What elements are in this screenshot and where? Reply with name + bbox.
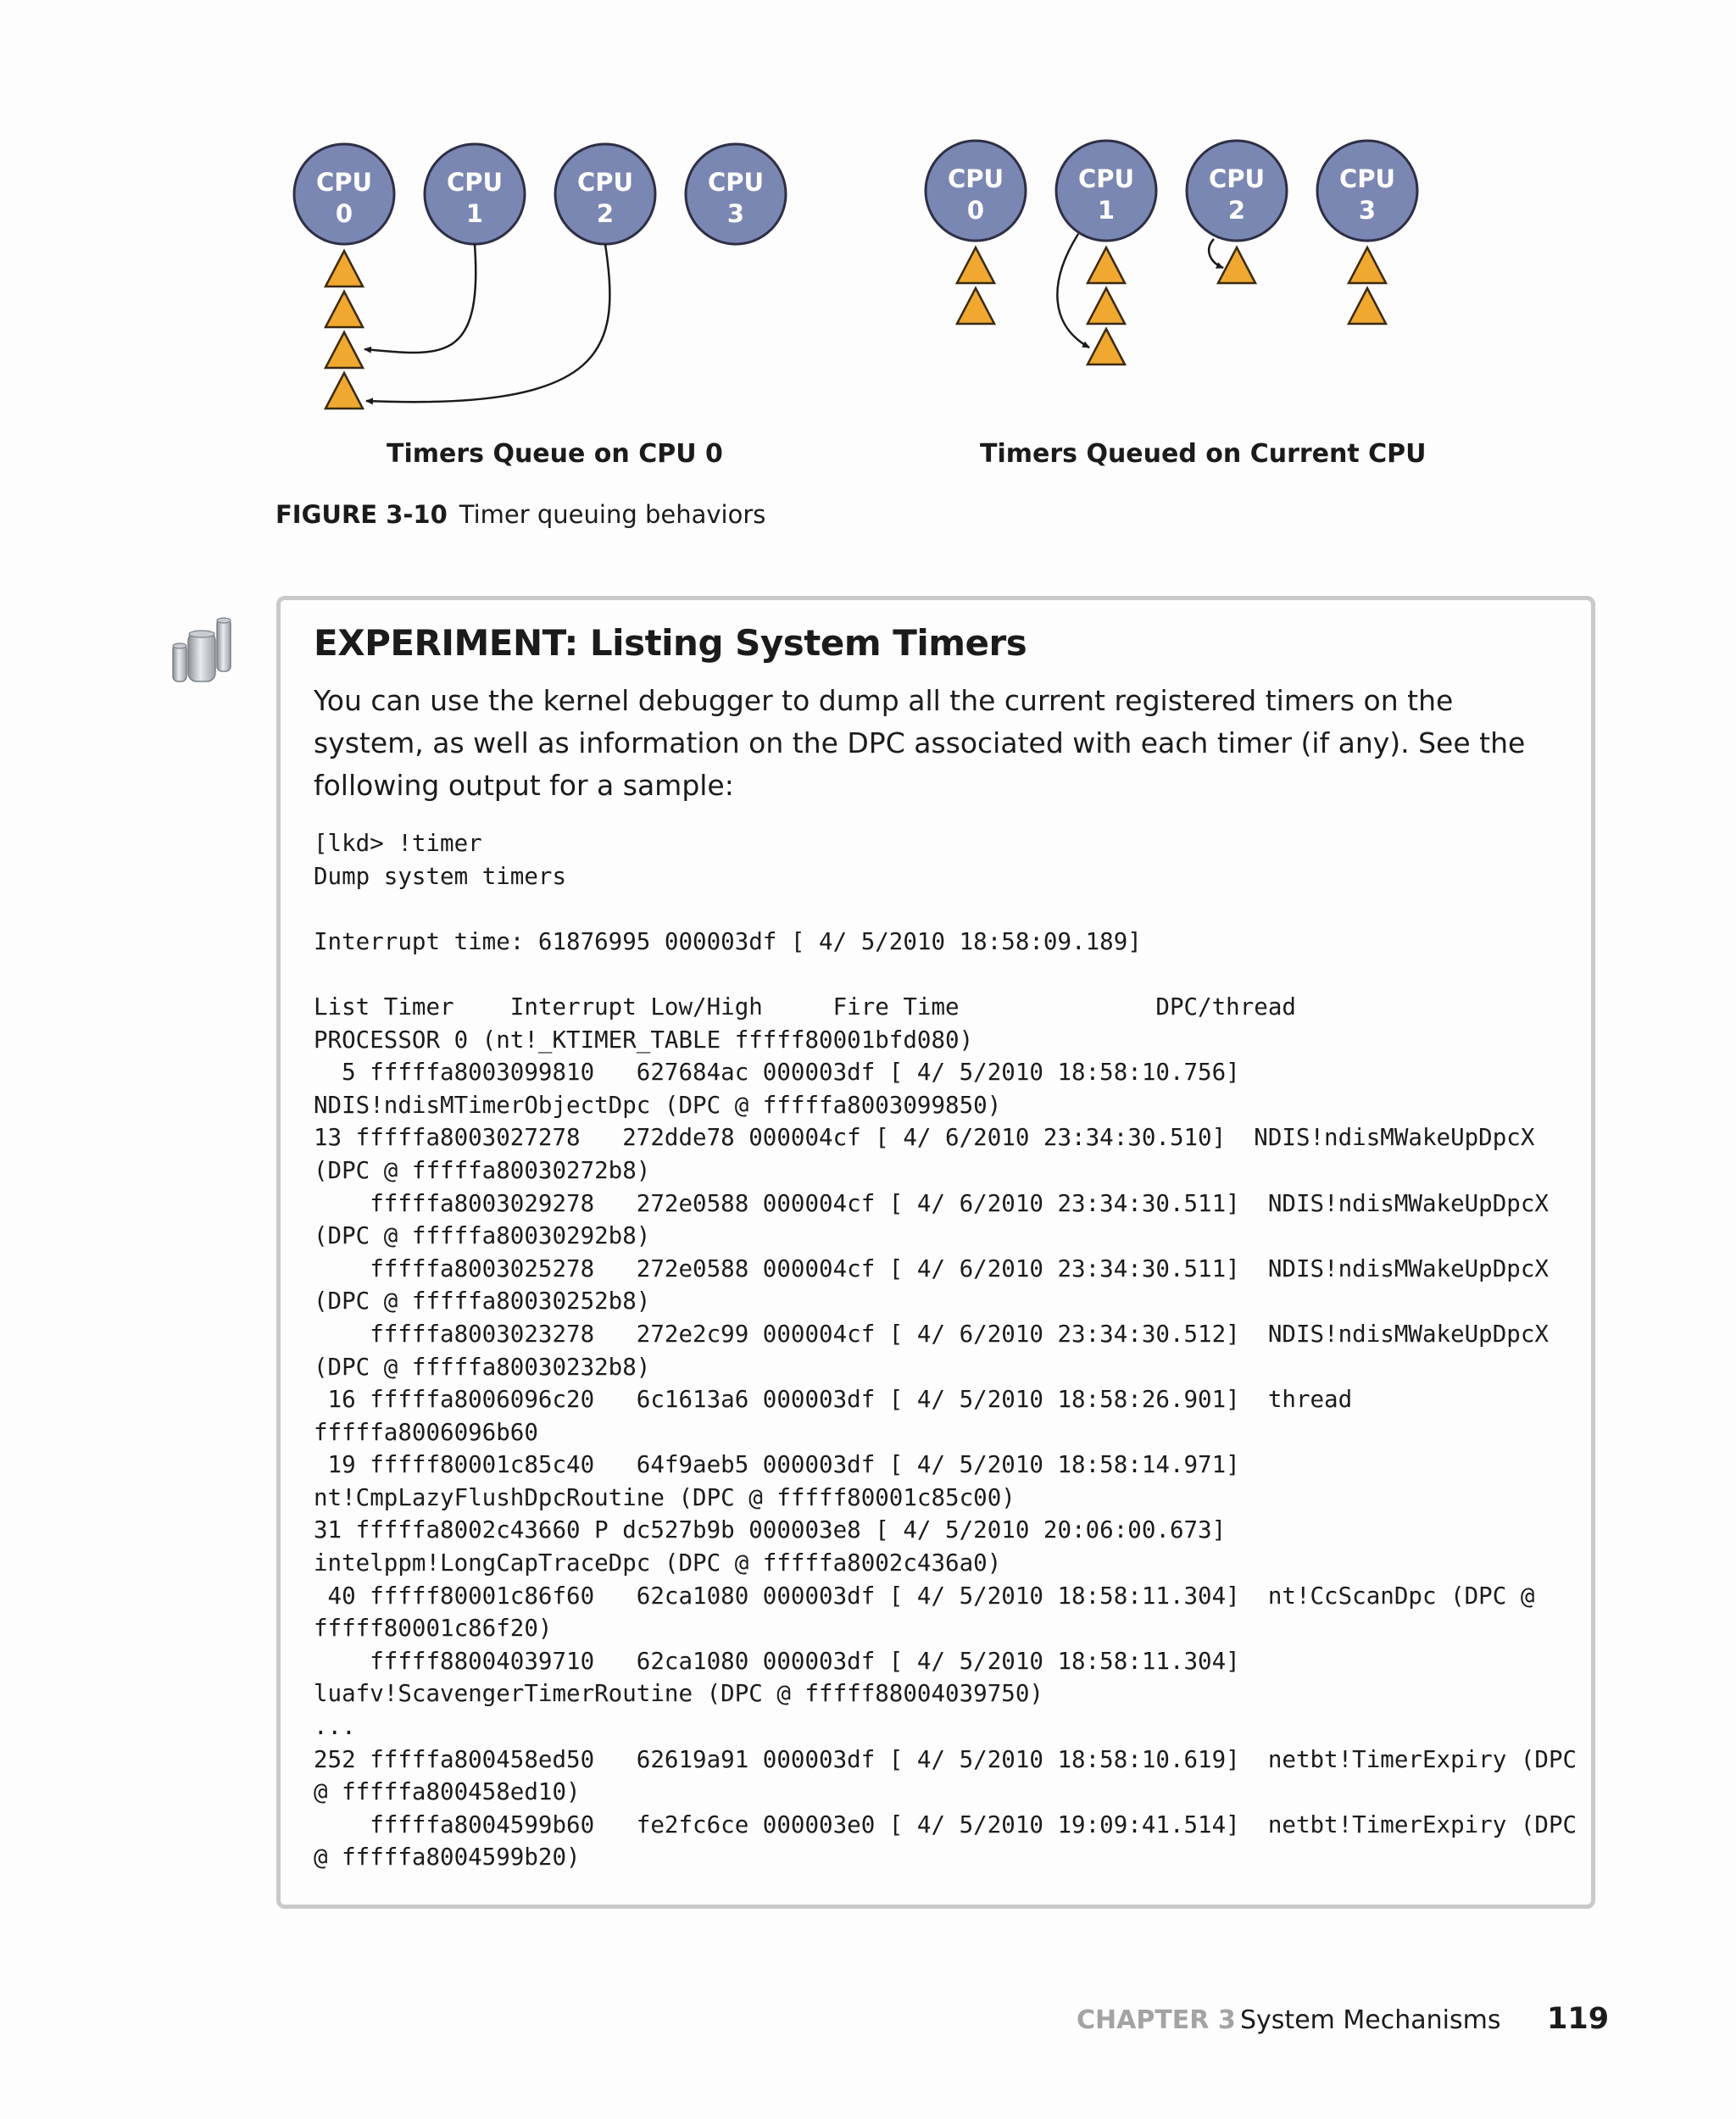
code-line	[314, 893, 1577, 926]
code-line: @ fffffa8004599b20)	[314, 1844, 581, 1872]
queue-arrow	[1057, 234, 1089, 348]
code-line: 16 fffffa8006096c20 6c1613a6 000003df [ 4/ 5/2010 18:58:26.901] thread	[314, 1386, 1353, 1414]
svg-text:CPU: CPU	[315, 168, 373, 197]
figure-caption	[275, 500, 765, 529]
code-line: 13 fffffa8003027278 272dde78 000004cf [ 4/ 6/2010 23:34:30.510] NDIS!ndisMWakeUpDpcX	[314, 1124, 1535, 1152]
code-line: luafv!ScavengerTimerRoutine (DPC @ fffff88004039750)	[314, 1680, 1043, 1708]
timer-triangle	[1088, 288, 1125, 324]
code-line: [lkd> !timer	[314, 830, 482, 857]
code-line: PROCESSOR 0 (nt!_KTIMER_TABLE fffff80001bfd080)	[314, 1026, 974, 1054]
svg-text:CPU: CPU	[1338, 164, 1396, 193]
svg-text:CPU: CPU	[1077, 164, 1135, 193]
timer-triangle	[326, 373, 363, 409]
code-line: (DPC @ fffffa80030272b8)	[314, 1156, 651, 1184]
code-line: nt!CmpLazyFlushDpcRoutine (DPC @ fffff80001c85c00)	[314, 1483, 1015, 1511]
timer-triangle	[1088, 247, 1125, 283]
timer-triangle	[1088, 329, 1125, 364]
footer-chapter-title: System Mechanisms	[1240, 2005, 1501, 2035]
code-line: List Timer Interrupt Low/High Fire Time DPC/thread	[314, 993, 1296, 1021]
footer-chapter-label: CHAPTER 3	[1077, 2005, 1236, 2035]
timer-triangle	[326, 292, 363, 327]
code-line: fffff80001c86f20)	[314, 1615, 553, 1643]
svg-text:0: 0	[335, 199, 353, 228]
queue-arrow	[366, 244, 609, 402]
code-line: intelppm!LongCapTraceDpc (DPC @ fffffa8002c436a0)	[314, 1549, 1002, 1577]
svg-text:CPU: CPU	[576, 168, 634, 197]
cpu-node	[1056, 141, 1156, 241]
left-diagram	[294, 144, 786, 409]
experiment-title: EXPERIMENT: Listing System Timers	[314, 622, 1027, 664]
timer-triangle	[1218, 247, 1255, 283]
cpu-node	[294, 144, 394, 244]
code-line: 19 fffff80001c85c40 64f9aeb5 000003df [ 4/ 5/2010 18:58:14.971]	[314, 1451, 1240, 1479]
figure-label: FIGURE 3-10	[275, 500, 448, 529]
timer-triangle	[326, 332, 363, 368]
code-line: fffffa8003023278 272e2c99 000004cf [ 4/ 6/2010 23:34:30.512] NDIS!ndisMWakeUpDpcX	[314, 1320, 1549, 1348]
code-line: fffffa8006096b60	[314, 1418, 538, 1446]
code-line: 5 fffffa8003099810 627684ac 000003df [ 4/ 5/2010 18:58:10.756]	[314, 1059, 1240, 1087]
cpu-node	[1317, 141, 1417, 241]
svg-text:CPU: CPU	[1208, 164, 1266, 193]
svg-text:3: 3	[1358, 196, 1377, 225]
lab-flasks-icon	[168, 612, 241, 690]
queue-arrow	[1209, 239, 1223, 268]
cpu-node	[425, 144, 525, 244]
right-diagram-caption: Timers Queued on Current CPU	[980, 439, 1427, 469]
code-line: (DPC @ fffffa80030292b8)	[314, 1222, 651, 1250]
svg-text:1: 1	[465, 199, 484, 228]
svg-text:3: 3	[726, 199, 745, 228]
code-line: 31 fffffa8002c43660 P dc527b9b 000003e8 [ 4/ 5/2010 20:06:00.673]	[314, 1516, 1227, 1544]
code-line: fffffa8004599b60 fe2fc6ce 000003e0 [ 4/ 5/2010 19:09:41.514] netbt!TimerExpiry (DPC	[314, 1810, 1577, 1838]
cpu-node	[926, 141, 1026, 241]
code-line	[314, 958, 1577, 991]
code-line: NDIS!ndisMTimerObjectDpc (DPC @ fffffa8003099850)	[314, 1091, 1002, 1119]
svg-text:0: 0	[966, 196, 985, 225]
code-line: ...	[314, 1713, 356, 1741]
code-line: fffff88004039710 62ca1080 000003df [ 4/ 5/2010 18:58:11.304]	[314, 1647, 1240, 1675]
code-line: fffffa8003025278 272e0588 000004cf [ 4/ 6/2010 23:34:30.511] NDIS!ndisMWakeUpDpcX	[314, 1254, 1549, 1282]
svg-text:CPU: CPU	[446, 168, 504, 197]
code-line: (DPC @ fffffa80030252b8)	[314, 1288, 651, 1315]
timer-triangle	[1349, 288, 1386, 324]
code-line: (DPC @ fffffa80030232b8)	[314, 1353, 651, 1381]
cpu-node	[555, 144, 655, 244]
code-line: Dump system timers	[314, 862, 567, 890]
page-number: 119	[1547, 2002, 1610, 2036]
cpu-node	[686, 144, 786, 244]
svg-text:CPU: CPU	[707, 168, 765, 197]
svg-text:2: 2	[1227, 196, 1246, 225]
figure-caption-text: Timer queuing behaviors	[459, 500, 766, 529]
code-line: fffffa8003029278 272e0588 000004cf [ 4/ 6/2010 23:34:30.511] NDIS!ndisMWakeUpDpcX	[314, 1189, 1549, 1217]
queue-arrow	[364, 244, 476, 353]
svg-text:1: 1	[1097, 196, 1116, 225]
left-diagram-caption: Timers Queue on CPU 0	[387, 439, 723, 469]
right-diagram	[926, 141, 1417, 364]
cpu-node	[1187, 141, 1287, 241]
timer-triangle	[957, 247, 994, 283]
code-line: @ fffffa800458ed10)	[314, 1778, 581, 1806]
svg-text:CPU: CPU	[947, 164, 1004, 193]
code-line: 40 fffff80001c86f60 62ca1080 000003df [ 4/ 5/2010 18:58:11.304] nt!CcScanDpc (DPC @	[314, 1582, 1535, 1610]
debugger-output	[314, 827, 1577, 1874]
experiment-intro-text: You can use the kernel debugger to dump all the current registered timers on the system, as well as information on the DPC associated with each timer (if any). See the following output for a sample:	[314, 684, 1526, 802]
code-line: 252 fffffa800458ed50 62619a91 000003df [ 4/ 5/2010 18:58:10.619] netbt!TimerExpiry (DPC	[314, 1745, 1577, 1773]
timer-queuing-figure	[0, 0, 1736, 475]
timer-triangle	[1349, 247, 1386, 283]
svg-text:2: 2	[596, 199, 615, 228]
code-line: Interrupt time: 61876995 000003df [ 4/ 5/2010 18:58:09.189]	[314, 927, 1142, 955]
timer-triangle	[957, 288, 994, 324]
timer-triangle	[326, 251, 363, 286]
